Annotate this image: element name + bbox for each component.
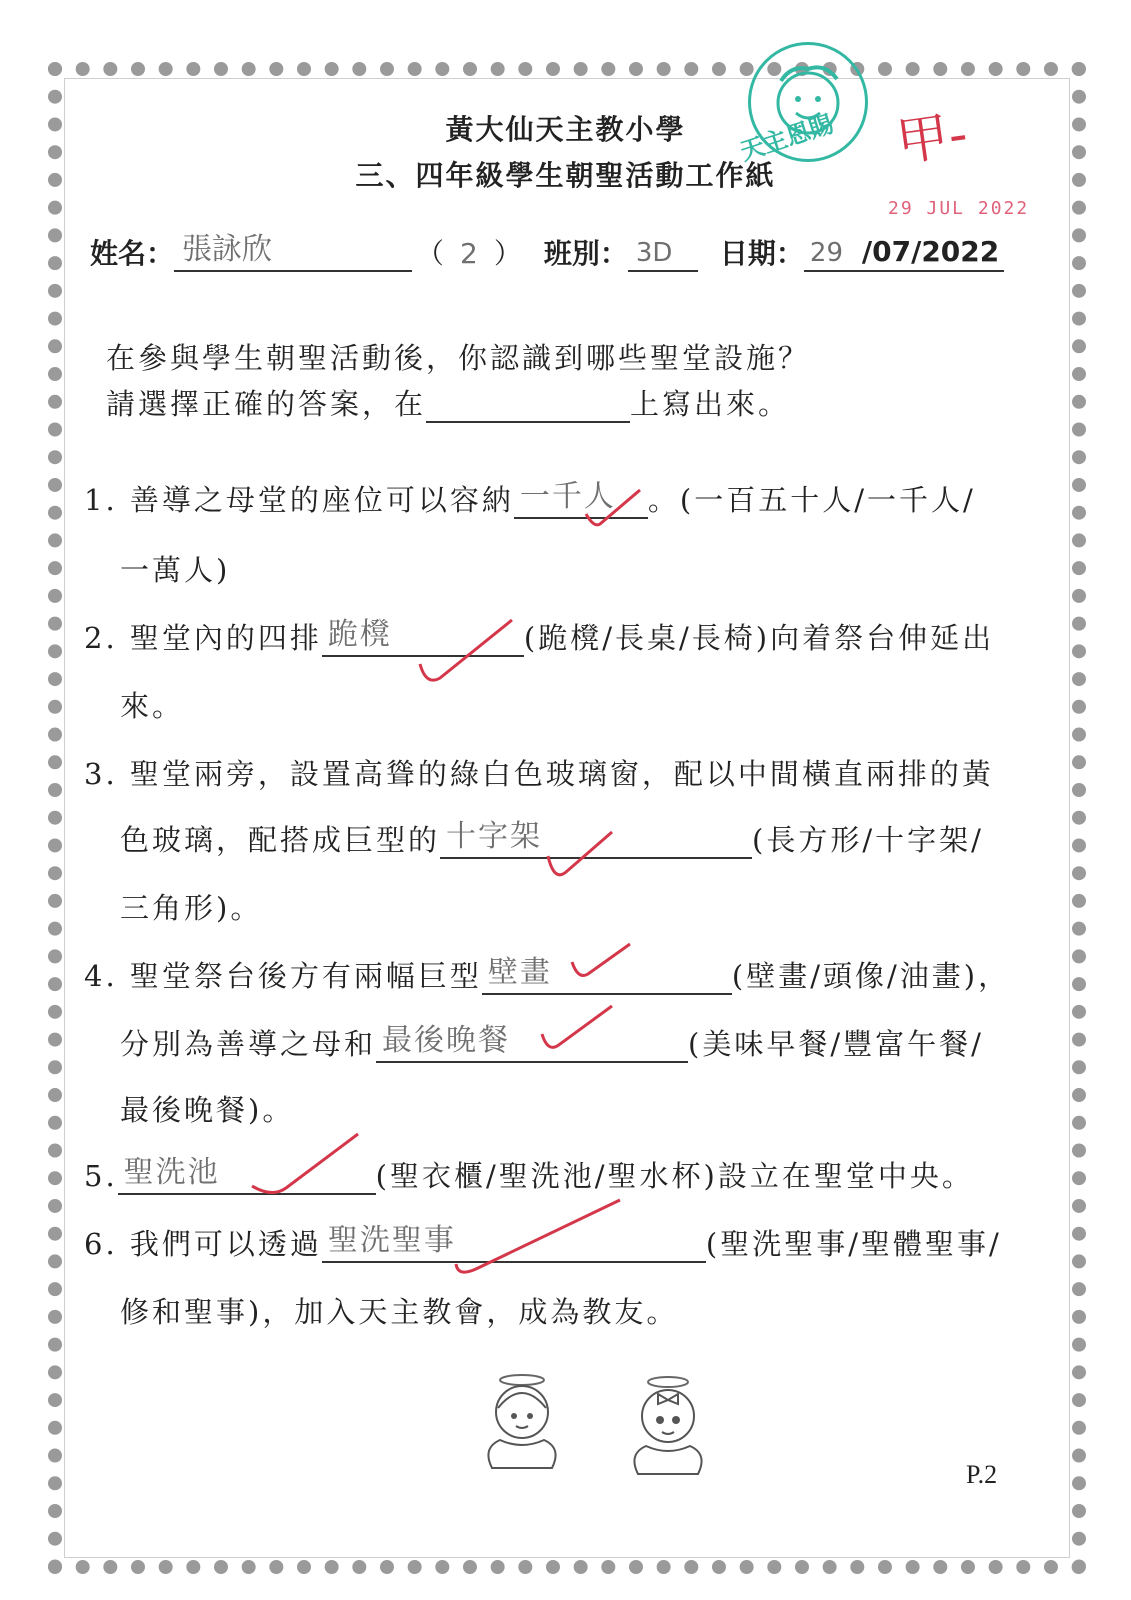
question-number: 2. [84, 621, 118, 655]
question-4 [84, 954, 1010, 995]
question-2-continued: 來。 [120, 689, 185, 723]
question-options: (長方形/十字架/ [752, 823, 984, 857]
cartoon-child-boy-icon [472, 1368, 572, 1478]
question-3-continued: 三角形)。 [120, 891, 263, 925]
question-1-continued: 一萬人) [120, 553, 231, 587]
school-name: 黃大仙天主教小學 [445, 113, 686, 146]
answer-blank-4b[interactable] [376, 1023, 688, 1063]
question-text: 善導之母堂的座位可以容納 [129, 483, 514, 517]
question-text: 聖堂兩旁，設置高聳的綠白色玻璃窗，配以中間橫直兩排的黃 [129, 757, 994, 791]
date-field[interactable] [804, 234, 1004, 272]
red-checkmark-icon [540, 822, 620, 886]
question-options: (壁畫/頭像/油畫)， [731, 959, 1011, 993]
question-number: 4. [84, 959, 118, 993]
date-month-year: /07/2022 [861, 235, 1000, 268]
red-checkmark-icon [538, 1000, 618, 1056]
question-options: (美味早餐/豐富午餐/ [688, 1027, 984, 1061]
teacher-grade-mark: 甲- [892, 104, 972, 174]
class-number-value[interactable]: 2 [460, 237, 478, 270]
red-checkmark-icon [246, 1128, 366, 1200]
class-value: 3D [635, 238, 673, 268]
red-checkmark-icon [448, 1194, 628, 1284]
worksheet-title: 三、四年級學生朝聖活動工作紙 [355, 159, 776, 192]
handwritten-answer: 十字架 [446, 819, 543, 854]
date-day-value: 29 [809, 238, 843, 268]
handwritten-answer: 聖洗聖事 [327, 1223, 456, 1258]
question-4-continued: 最後晚餐)。 [120, 1093, 295, 1127]
question-options: (聖洗聖事/聖體聖事/ [705, 1227, 1002, 1261]
class-label: 班別： [543, 237, 628, 270]
question-2 [84, 616, 994, 657]
handwritten-answer: 最後晚餐 [382, 1023, 511, 1058]
name-field[interactable] [174, 234, 412, 272]
instruction-line-1: 在參與學生朝聖活動後，你認識到哪些聖堂設施？ [106, 341, 811, 375]
class-number-close: ） [493, 237, 522, 270]
question-5 [84, 1154, 974, 1195]
question-text: 我們可以透過 [129, 1227, 322, 1261]
name-label: 姓名： [90, 237, 175, 270]
student-info-row [90, 232, 1004, 276]
handwritten-answer: 跪櫈 [327, 617, 392, 652]
question-text: 色玻璃，配搭成巨型的 [120, 823, 441, 857]
question-number: 1. [84, 483, 118, 517]
question-number: 3. [84, 757, 118, 791]
question-options: (聖衣櫃/聖洗池/聖水杯)設立在聖堂中央。 [375, 1159, 974, 1193]
school-seal-text: 天主恩賜 [736, 109, 837, 167]
question-text: 聖堂祭台後方有兩幅巨型 [129, 959, 482, 993]
handwritten-answer: 一千人 [519, 479, 616, 514]
question-number: 6. [84, 1227, 118, 1261]
question-1 [84, 478, 976, 519]
class-field[interactable] [628, 234, 698, 272]
question-number: 5. [84, 1159, 118, 1193]
question-3 [84, 752, 994, 793]
cartoon-child-girl-icon [618, 1372, 718, 1482]
instruction-line-2 [106, 382, 790, 423]
handwritten-answer: 壁畫 [487, 955, 552, 990]
question-options: 。(一百五十人/一千人/ [647, 483, 976, 517]
example-blank [426, 389, 630, 423]
instruction-line-2-start: 請選擇正確的答案，在 [106, 387, 427, 421]
instruction-line-2-end: 上寫出來。 [630, 387, 791, 421]
name-value: 張詠欣 [182, 232, 273, 267]
question-text: 分別為善導之母和 [120, 1027, 377, 1061]
question-6-continued: 修和聖事)，加入天主教會，成為教友。 [120, 1295, 679, 1329]
handwritten-answer: 聖洗池 [123, 1155, 220, 1190]
class-number-open: （ [416, 237, 445, 270]
red-checkmark-icon [568, 938, 638, 984]
question-options: (跪櫈/長桌/長椅)向着祭台伸延出 [523, 621, 995, 655]
question-text: 聖堂內的四排 [129, 621, 322, 655]
received-date-stamp: 29 JUL 2022 [888, 198, 1030, 219]
red-checkmark-icon [412, 612, 522, 690]
red-checkmark-icon [580, 484, 650, 534]
date-label: 日期： [719, 237, 804, 270]
page-number: P.2 [966, 1460, 998, 1489]
